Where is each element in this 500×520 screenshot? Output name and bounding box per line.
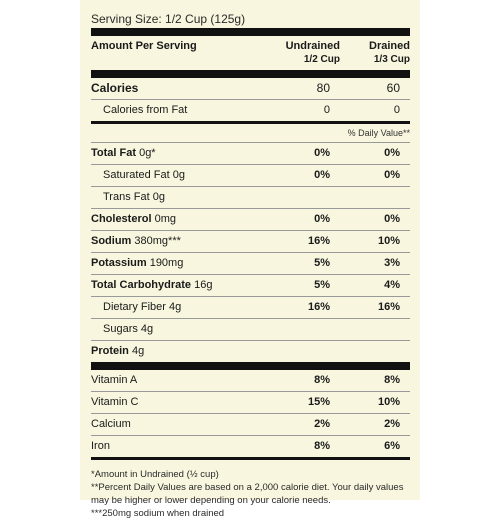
- nutrient-name: Vitamin C: [91, 396, 139, 408]
- trans-fat-row: [91, 187, 410, 208]
- calories-drained: 60: [386, 81, 400, 95]
- dv-undrained: 8%: [314, 374, 330, 386]
- calories-row: [91, 78, 410, 99]
- dv-drained: 2%: [384, 418, 400, 430]
- calories-label: Calories: [91, 81, 139, 95]
- nutrient-amount: 380mg***: [131, 235, 181, 247]
- saturated-fat-row: [91, 165, 410, 186]
- calories-from-fat-undrained: 0: [323, 104, 330, 116]
- cholesterol-row: [91, 209, 410, 230]
- calcium-row: [91, 414, 410, 435]
- nutrient-amount: 4g: [128, 345, 145, 357]
- protein-row: [91, 341, 410, 362]
- carbohydrate-label: [91, 275, 212, 296]
- dv-drained: 0%: [384, 213, 400, 225]
- nutrient-name: Dietary Fiber 4g: [103, 301, 182, 313]
- undrained-serving: 1/2 Cup: [303, 54, 340, 65]
- divider: [91, 70, 410, 78]
- dv-undrained: 0%: [314, 147, 330, 159]
- nutrient-name: Sodium: [91, 235, 132, 247]
- footnote-sodium: ***250mg sodium when drained: [91, 508, 225, 519]
- total-fat-row: [91, 143, 410, 164]
- total-carbohydrate-row: [91, 275, 410, 296]
- daily-value-note: % Daily Value**: [347, 128, 410, 138]
- dv-drained: 10%: [377, 235, 400, 247]
- dv-drained: 10%: [377, 396, 400, 408]
- nutrient-name: Cholesterol: [91, 213, 152, 225]
- dv-undrained: 16%: [307, 301, 330, 313]
- dv-undrained: 16%: [307, 235, 330, 247]
- nutrition-facts-panel: [80, 0, 420, 519]
- dv-undrained: 8%: [314, 440, 330, 452]
- nutrient-name: Potassium: [91, 257, 147, 269]
- divider: [91, 362, 410, 370]
- cholesterol-label: [91, 209, 176, 230]
- serving-size: Serving Size: 1/2 Cup (125g): [91, 12, 246, 26]
- dv-undrained: 2%: [314, 418, 330, 430]
- undrained-label: Undrained: [285, 40, 340, 52]
- undrained-column-header: [286, 40, 340, 66]
- dv-undrained: 0%: [314, 169, 330, 181]
- nutrient-name: Iron: [91, 440, 110, 452]
- dv-drained: 6%: [384, 440, 400, 452]
- calories-from-fat-label: Calories from Fat: [103, 104, 188, 116]
- dv-drained: 4%: [384, 279, 400, 291]
- vitamin-a-row: [91, 370, 410, 391]
- dv-drained: 3%: [384, 257, 400, 269]
- drained-column-header: [369, 40, 410, 66]
- sodium-label: [91, 231, 181, 252]
- sodium-row: [91, 231, 410, 252]
- nutrient-name: Saturated Fat 0g: [103, 169, 185, 181]
- nutrient-amount: 0mg: [151, 213, 176, 225]
- potassium-label: [91, 253, 183, 274]
- calories-from-fat-row: [91, 100, 410, 121]
- nutrient-name: Total Carbohydrate: [91, 279, 192, 291]
- footnote-amount: *Amount in Undrained (½ cup): [91, 469, 219, 480]
- nutrient-name: Calcium: [91, 418, 131, 430]
- nutrient-name: Trans Fat 0g: [103, 191, 165, 203]
- calories-from-fat-drained: 0: [393, 104, 400, 116]
- nutrient-name: Total Fat: [91, 147, 137, 159]
- protein-label: [91, 341, 144, 362]
- dv-undrained: 5%: [314, 279, 330, 291]
- dv-drained: 0%: [384, 169, 400, 181]
- dv-undrained: 5%: [314, 257, 330, 269]
- nutrient-name: Protein: [91, 345, 129, 357]
- dv-undrained: 0%: [314, 213, 330, 225]
- dv-undrained: 15%: [307, 396, 330, 408]
- nutrient-amount: 190mg: [146, 257, 184, 269]
- potassium-row: [91, 253, 410, 274]
- dietary-fiber-row: [91, 297, 410, 318]
- footnote-daily-value: **Percent Daily Values are based on a 2,000 calorie diet. Your daily values may be higher or lower depending on your calorie needs.: [91, 482, 404, 506]
- column-header: [91, 36, 410, 70]
- calories-undrained: 80: [316, 81, 330, 95]
- nutrient-name: Vitamin A: [91, 374, 138, 386]
- iron-row: [91, 436, 410, 457]
- dv-drained: 8%: [384, 374, 400, 386]
- dv-drained: 0%: [384, 147, 400, 159]
- sugars-row: [91, 319, 410, 340]
- total-fat-label: [91, 143, 156, 164]
- nutrient-name: Sugars 4g: [103, 323, 154, 335]
- nutrient-amount: 16g: [191, 279, 213, 291]
- footnotes: [91, 460, 410, 520]
- dv-drained: 16%: [377, 301, 400, 313]
- vitamin-c-row: [91, 392, 410, 413]
- drained-serving: 1/3 Cup: [373, 54, 410, 65]
- drained-label: Drained: [369, 40, 410, 52]
- amount-per-serving-label: Amount Per Serving: [91, 40, 197, 52]
- nutrient-amount: 0g*: [136, 147, 156, 159]
- divider: [91, 28, 410, 36]
